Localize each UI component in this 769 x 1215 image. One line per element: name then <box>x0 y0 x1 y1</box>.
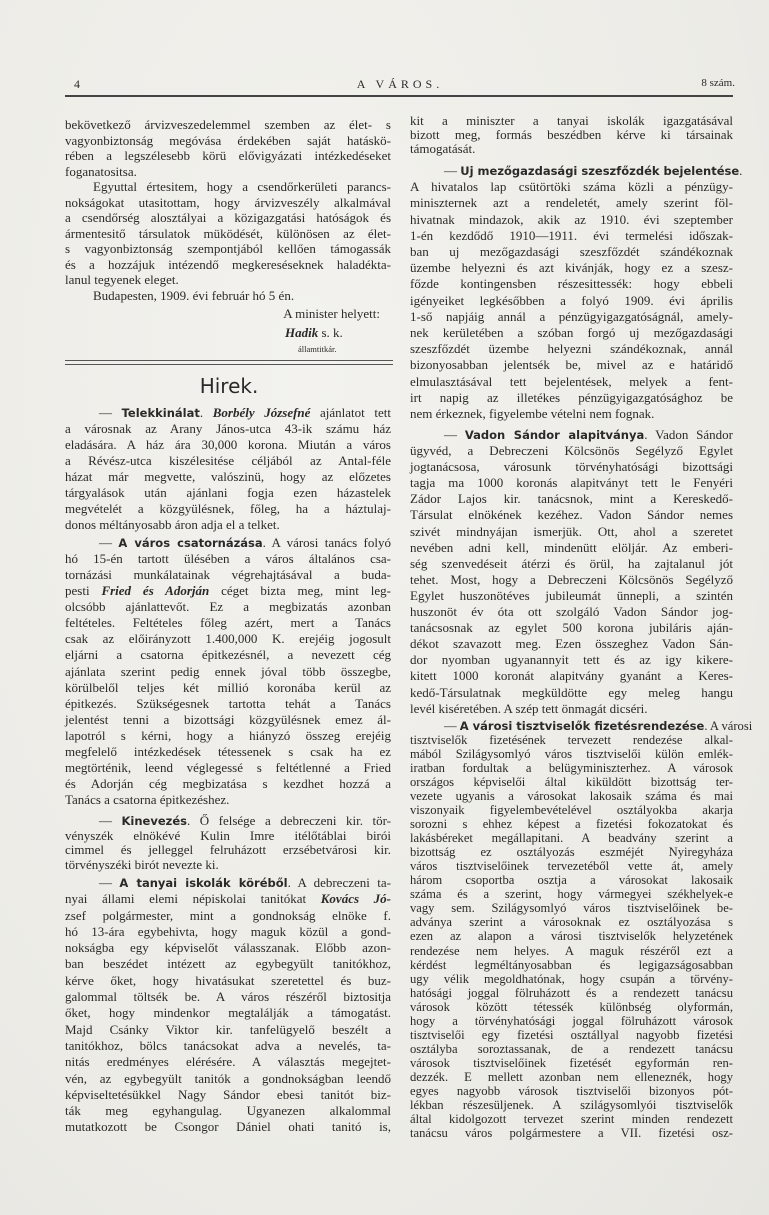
text-line: nokságokat utasitottam, hogy árvizveszély alkalmával <box>65 194 391 210</box>
text-line: tagja ma 1000 koronás alapitványt tett le Fenyéri <box>410 475 733 491</box>
text-line: bizott meg, formás beszédben kérve ki társainak <box>410 127 733 142</box>
text-line: iratban fordultak a belügyminiszterhez. A városok <box>410 761 733 776</box>
text-line: ség szenvedéseit átérzi és örül, ha zajtalanul jót <box>410 555 733 571</box>
text-line: igényeiket legkésőbben a folyó 1909. évi április <box>410 292 733 308</box>
signature-name <box>285 325 343 341</box>
emphasized-name: Borbély Józsefné <box>212 405 311 420</box>
text-line: törvényszéki birót nevezte ki. <box>65 857 219 873</box>
text-line: körülbelől teljes két millió koronába kerül az <box>65 679 391 695</box>
paragraph <box>65 179 391 288</box>
text-line: nem érkeznek, figyelembe vételni nem fognak. <box>410 406 655 422</box>
text-line: csak az előirányzott 1.400,000 K. erejéig jogosult <box>65 631 391 647</box>
text-line: zsef polgármester, mint a gondnokság elnöke f. <box>65 907 391 923</box>
text-line: hatósági joggal fölruházott és a rendezett tanácsu <box>410 985 733 1000</box>
text-line: kit a miniszter a tanyai iskolák igazgatásával <box>410 113 733 128</box>
text-line: huszonöt év óta ott szolgáló Vadon Sándor jog- <box>410 604 733 620</box>
text-line: Zádor Lajos kir. tanácsnok, mint a Kereskedő- <box>410 491 733 507</box>
text-line: elmulasztásával tett bejelentések, melyek a fent- <box>410 373 733 389</box>
section-heading: Hirek. <box>199 374 259 398</box>
text-line: lanul tegyenek eleget. <box>65 272 179 287</box>
text-line: bizottság ez osztályozás eszméjét Nyiregyháza <box>410 845 733 860</box>
text-line: rendezése nem helyes. A maguk részéről ezt a <box>410 943 733 958</box>
text-line: nek kerületében a szóban forgó uj mezőgazdasági <box>410 325 733 341</box>
text-line: város tisztviselőinek tervezetéből vette át, amely <box>410 859 733 874</box>
text-line: irt napig az illetékes pénzügyigazgatósághoz be <box>410 389 733 405</box>
text-line: — A városi tisztviselők fizetésrendezése. A városi <box>444 719 753 733</box>
section-divider <box>65 360 393 365</box>
paragraph <box>65 875 391 1136</box>
text-line: lékban részesüljenek. A szilágysomlyói tisztviselők <box>410 1097 733 1112</box>
text-line: Társulat elnökének kezéhez. Vadon Sándor nemes <box>410 507 733 523</box>
article-headline: Kinevezés <box>121 814 187 828</box>
signer-title: államtitkár. <box>298 344 337 354</box>
text-line: a városnak az Arany János-utca 43-ik számu ház <box>65 421 391 436</box>
text-line: ajánlata szerint pedig ennek jóval több összegbe, <box>65 663 391 679</box>
article-kinevezes <box>65 814 391 873</box>
text-line: galommal töltsék be. A város részéről biztositja <box>65 989 391 1005</box>
text-line: ták meg egyhangulag. Ugyanezen alkalommal <box>65 1103 391 1119</box>
paragraph <box>410 163 743 422</box>
text-line: osztályba soroztassanak, de a rendezett tanácsu <box>410 1041 733 1056</box>
text-line: egyes nagyobb városok tisztviselői bizonyos pót- <box>410 1083 733 1098</box>
article-tanyai-iskolak <box>65 875 391 1136</box>
text-line: Majd Csánky Viktor kir. tanfelügyelő beszélt a <box>65 1021 391 1037</box>
text-line: eljárni a csatorna épitkezésnél, a nevezett cég <box>65 647 391 663</box>
text-line: megvételét a közgyülésnek, főleg, ha a háztulaj- <box>65 501 391 516</box>
text-line: 1-ső napjáig annál a pénzügyigazgatóságnál, amely- <box>410 308 733 324</box>
text-line: megfelelő intézkedések tétessenek s csak ha ez <box>65 743 391 759</box>
text-line: kérve őket, hogy hivatásukat szeretettel és buz- <box>65 972 391 988</box>
decree-date: Budapesten, 1909. évi február hó 5 én. <box>93 288 295 303</box>
text-line: nyai állami elemi népiskolai tanitókat Kovács Jó- <box>65 891 391 907</box>
article-continuation <box>410 114 733 156</box>
signer-suffix: s. k. <box>318 325 343 340</box>
text-line: kedő-Társulatnak megküldötte egy meleg hangu <box>410 684 733 700</box>
text-line: tanácsu város polgármestere a VII. fizetési osz- <box>410 1125 733 1140</box>
text-line: főzde kontingensben részesittessék: hogy ebbeli <box>410 276 733 292</box>
text-line: Tanács a csatorna épitkezéshez. <box>65 792 230 807</box>
text-line: levél kiséretében. A szép tett önmagát dicséri. <box>410 700 648 716</box>
article-headline: A város csatornázása <box>118 536 263 550</box>
text-line: foganatositsa. <box>65 163 137 179</box>
article-headline: Telekkinálat <box>121 406 200 420</box>
text-line: olcsóbb ajánlattevőt. Ez a megbizatás azonban <box>65 599 391 615</box>
text-line: s vagyonbiztonság szempontjából kellően támogassák <box>65 241 391 256</box>
text-line: hivatnak mindazok, akik az 1910. évi szeptember <box>410 211 733 227</box>
paragraph <box>410 427 733 717</box>
text-line: jogtanácsosa, városunk törvényhatósági bizottsági <box>410 459 733 475</box>
text-line: adványa szerint a városoknak ez osztályozása s <box>410 915 733 930</box>
text-line: tanitókhoz, bölcs tanácsokat adva a nevelés, ta- <box>65 1037 391 1053</box>
text-line: tisztviselői egy fizetési osztállyal nagyobb fizetési <box>410 1027 733 1042</box>
header-rule <box>65 95 733 97</box>
text-line: lapotról s kérni, hogy a hiányzó összeg erejéig <box>65 727 391 743</box>
text-line: a csendőrség alosztályai a közigazgatási hatóságok és <box>65 210 391 225</box>
paragraph <box>65 405 391 533</box>
article-headline: Vadon Sándor alapitványa <box>464 428 645 442</box>
text-line: vagy sem. Szilágysomlyó város tisztviselőinek be- <box>410 901 733 916</box>
paragraph <box>65 814 391 873</box>
text-line: bekövetkező árvizveszedelemmel szemben az élet- s <box>65 117 391 132</box>
text-line: három csoportba osztja a városokat lakosaik <box>410 873 733 888</box>
text-line: országos képviselői által kiküldött bizottság ter- <box>410 775 733 790</box>
text-line: sorozni s ehhez képest a fizetési fokozatokat és <box>410 817 733 832</box>
text-line: tárgyalások után ajánlani fogja ezen házastelek <box>65 485 391 500</box>
article-vadon-alapitvany <box>410 427 733 717</box>
paragraph <box>65 117 391 179</box>
text-line: tanácsosnak az egylet 500 korona jubiláris aján- <box>410 620 733 636</box>
text-line: — A tanyai iskolák köréből. A debreczeni ta- <box>99 875 391 890</box>
text-line: rében a legszélesebb körü elővigyázati intézkedéseket <box>65 148 391 163</box>
text-line: ezen az alapon a városi tisztviselők helyzetének <box>410 929 733 944</box>
article-headline: A városi tisztviselők fizetésrendezése <box>459 719 705 733</box>
text-line: hó 13-ára egybehivta, hogy maguk közül a gond- <box>65 923 391 939</box>
text-line: és Adorján cég megbizatása s kezdhet hozzá a <box>65 775 391 791</box>
text-line: tehet. Most, hogy a Debreczeni Kölcsönös Segélyző <box>410 571 733 587</box>
text-line: épitkezés. Szükségesnek tartotta tehát a Tanács <box>65 695 391 711</box>
text-line: hogy a törvényhatósági joggal fölruházott városok <box>410 1013 733 1028</box>
text-line: miniszternek azt a rendeletét, amely szerint föl- <box>410 195 733 211</box>
text-line: tornázási munkálatainak végrehajtásával a buda- <box>65 567 391 583</box>
text-line: eladására. A ház ára 30,000 korona. Miután a város <box>65 437 391 452</box>
text-line: szeszfőzdét üzembe helyezni szándékoznak, annál <box>410 341 733 357</box>
text-line: cimmel és jelleggel felruházott erzsébetvárosi kir. <box>65 842 391 858</box>
decree-text <box>65 117 391 288</box>
paragraph <box>410 719 753 1140</box>
text-line: — Vadon Sándor alapitványa. Vadon Sándor <box>444 427 734 442</box>
text-line: 1-én kezdődő 1910—1911. évi termelési időszak- <box>410 227 733 243</box>
text-line: képviseltetésükkel Nagy Sándor ebesi tanitót biz- <box>65 1086 391 1102</box>
text-line: vényszék elnökévé Kulin Imre itélőtáblai birói <box>65 827 391 843</box>
article-headline: Uj mezőgazdasági szeszfőzdék bejelentése <box>460 164 740 178</box>
text-line: támogatását. <box>410 141 476 156</box>
text-line: dezzék. E mellett azonban nem elleneznék, hogy <box>410 1069 733 1084</box>
text-line: mából Szilágysomlyó város tisztviselői külön emlék- <box>410 747 733 762</box>
text-line: lakásbéreket megállapitani. A beadvány szerint a <box>410 831 733 846</box>
text-line: ban beszédet intézett az egybegyült tanitókhoz, <box>65 956 391 972</box>
text-line: a Révész-utca kiszélesitése céljából az Antal-féle <box>65 453 391 468</box>
text-line: ármentesitő társulatok müködését, különösen az élet- <box>65 225 391 241</box>
text-line: dékot szavazott meg. Ezen összeghez Vadon Sán- <box>410 636 733 652</box>
paragraph <box>65 535 391 808</box>
text-line: kitett 1000 koronát alapitvány gyanánt a Keres- <box>410 668 733 684</box>
text-line: Egyuttal értesitem, hogy a csendőrkerületi parancs- <box>93 179 391 194</box>
text-line: házat már megvette, valószinü, hogy az előzetes <box>65 469 391 484</box>
text-line: városok között tétessék különbség olyformán, <box>410 999 733 1014</box>
article-csatornazas <box>65 535 391 808</box>
signer-name: Hadik <box>285 325 319 340</box>
text-line: hó 15-én tartott ülésében a város általános csa- <box>65 551 391 567</box>
text-line: vagyonbiztonság megóvása érdekében saját hatáskö- <box>65 132 391 148</box>
article-telekkinalat <box>65 405 391 533</box>
text-line: vezete ugyanis a városokat lakosaik száma és mai <box>410 789 733 804</box>
text-line: donos méltányosabb áron adja el a telket. <box>65 517 280 532</box>
article-szeszfozdek <box>410 163 743 422</box>
text-line: mutatkozott be Csongor Dániel ohati tanitó is, <box>65 1119 391 1135</box>
text-line: — Telekkinálat. Borbély Józsefné ajánlatot tett <box>99 405 391 420</box>
emphasized-name: Fried és Adorján <box>101 583 210 599</box>
article-tisztviselok <box>410 719 753 1140</box>
text-line: — Kinevezés. Ő felsége a debreczeni kir. tör- <box>99 813 392 828</box>
text-line: pesti Fried és Adorján céget bizta meg, mint leg- <box>65 583 391 599</box>
text-line: nevében adni kell, mindenütt elöljár. Az emberi- <box>410 539 733 555</box>
paragraph <box>410 114 733 156</box>
text-line: jelentést tenni a bizottsági közgyülésnek emez ál- <box>65 711 391 727</box>
text-line: Egylet huszonötéves jubileumát ünnepli, a szintén <box>410 587 733 603</box>
text-line: bizonyosabban jelentsék be, mivel az e határidő <box>410 357 733 373</box>
text-line: dor nyomban ugyanannyit tett és az igy kikere- <box>410 652 733 668</box>
text-line: megtörténik, leend véglegessé s feltétlenné a Fried <box>65 759 391 775</box>
text-line: A hivatalos lap csütörtöki száma közli a pénzügy- <box>410 179 733 195</box>
text-line: viszonyaik figyelembevételével osztályokba akarja <box>410 803 733 818</box>
newspaper-title: A VÁROS. <box>356 77 444 91</box>
text-line: feltételes. Feltételes főleg azért, mert a Tanács <box>65 615 391 631</box>
text-line: vén, az egybegyült tanitók a gondnokságban leendő <box>65 1070 391 1086</box>
text-line: ügyvéd, a Debreczeni Kölcsönös Segélyző Egylet <box>410 443 733 459</box>
text-line: nitás eredményes elérésére. A választás megejtet- <box>65 1054 391 1070</box>
text-line: által kidolgozott tervezet szerint minden rendezett <box>410 1111 733 1126</box>
text-line: ban uj mezőgazdasági szeszfőzdét szándékoznak <box>410 244 733 260</box>
text-line: nokságba egy képviselőt válasszanak. Előbb azon- <box>65 940 391 956</box>
text-line: szivét mindnyájan ismerjük. Ott, ahol a szeretet <box>410 523 733 539</box>
signature-role: A minister helyett: <box>283 306 380 321</box>
text-line: őket, hogy mindenkor megtalálják a támogatást. <box>65 1005 391 1021</box>
text-line: száma és a szerint, hogy vármegyei székhelyek-e <box>410 887 733 902</box>
text-line: és a hozzájuk intézendő megkereséseknek haladékta- <box>65 256 391 272</box>
text-line: — A város csatornázása. A városi tanács folyó <box>99 535 391 550</box>
text-line: üzembe helyezni és azt kivánják, hogy ez a szesz- <box>410 260 733 276</box>
text-line: ugy vélik megoldhatónak, hogy csupán a törvény- <box>410 971 733 986</box>
emphasized-name: Kovács Jó- <box>320 891 391 907</box>
text-line: tisztviselők fizetésének tervezett rendezése alkal- <box>410 733 733 748</box>
issue-number: 8 szám. <box>701 77 735 89</box>
text-line: — Uj mezőgazdasági szeszfőzdék bejelentése. <box>444 163 743 178</box>
text-line: kérdést legméltányosabban és legigazságosabban <box>410 957 733 972</box>
text-line: városok tisztviselőinek fizetését egyformán ren- <box>410 1055 733 1070</box>
article-headline: A tanyai iskolák köréből <box>119 876 288 890</box>
page-number: 4 <box>74 77 80 91</box>
